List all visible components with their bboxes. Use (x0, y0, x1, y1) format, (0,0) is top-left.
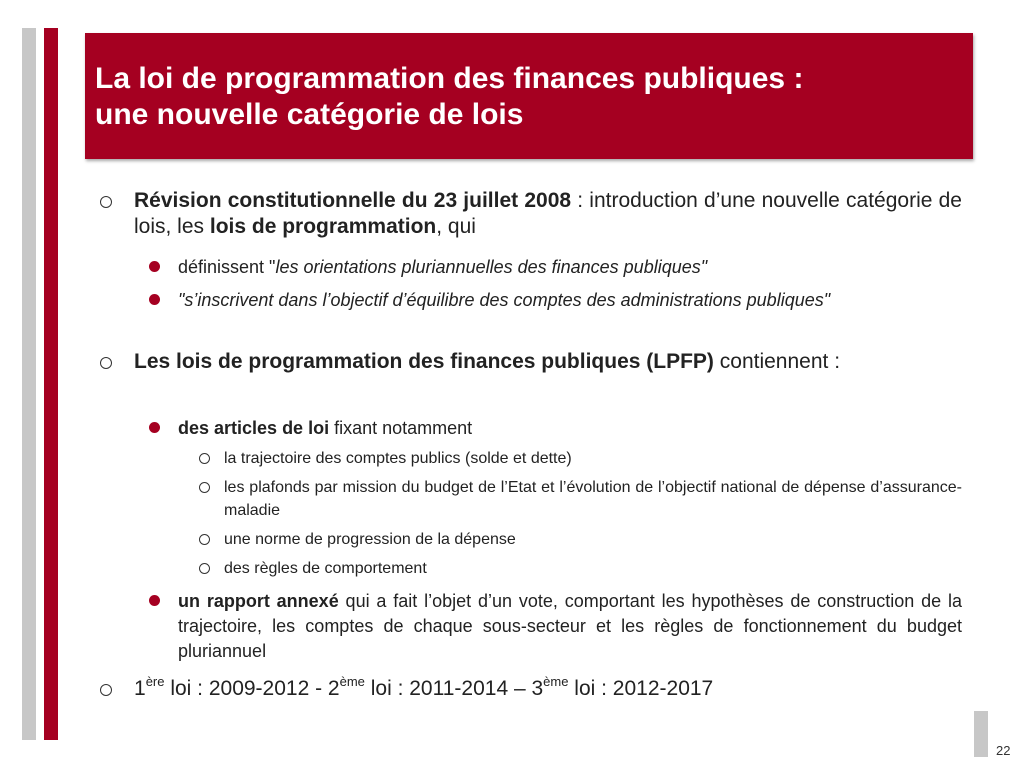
sub-bullet-sinscrivent (178, 288, 962, 313)
sub-bullet-articles (178, 416, 962, 441)
list-item-text: les plafonds par mission du budget de l’Etat et l’évolution de l’objectif national de dépense d’assurance-maladie (224, 479, 962, 519)
filled-dot-bullet-icon (149, 294, 160, 305)
sub-bullet-rapport (178, 589, 962, 664)
list-item (224, 447, 962, 470)
hollow-circle-bullet-icon (100, 357, 112, 369)
sub-bullet-sinscrivent-italic: "s’inscrivent dans l’objectif d’équilibre des comptes des administrations publiques" (178, 290, 831, 310)
list-item-text: des règles de comportement (224, 560, 427, 577)
law-2-superscript: ème (339, 674, 365, 689)
law-3-text: loi : 2012-2017 (568, 677, 714, 700)
hollow-circle-bullet-icon (100, 684, 112, 696)
hollow-circle-bullet-icon (199, 534, 210, 545)
bullet-lois-dates (134, 676, 962, 702)
sub-bullet-definissent (178, 255, 962, 280)
bullet-revision-bold: Révision constitutionnelle du 23 juillet 2008 (134, 189, 572, 212)
law-1-text: loi : 2009-2012 - 2 (164, 677, 340, 700)
corner-gray-bar (974, 711, 988, 757)
sub-bullet-definissent-text: définissent " (178, 257, 276, 277)
hollow-circle-bullet-icon (199, 453, 210, 464)
bullet-lpfp-bold: Les lois de programmation des finances publiques (LPFP) (134, 350, 714, 373)
sub-bullet-articles-bold: des articles de loi (178, 418, 330, 438)
sub-bullet-articles-text: fixant notamment (329, 418, 473, 438)
filled-dot-bullet-icon (149, 422, 160, 433)
law-1-number: 1 (134, 677, 146, 700)
law-2-text: loi : 2011-2014 – 3 (364, 677, 544, 700)
bullet-revision-bold-2: lois de programmation (209, 215, 437, 238)
page-number: 22 (996, 743, 1011, 758)
list-item (224, 528, 962, 551)
law-1-superscript: ère (145, 674, 165, 689)
hollow-circle-bullet-icon (199, 482, 210, 493)
bullet-lpfp (134, 349, 962, 375)
bullet-lpfp-text: contiennent : (713, 350, 841, 373)
list-item (224, 476, 962, 522)
bullet-revision (134, 188, 962, 240)
slide-title-line-2: une nouvelle catégorie de lois (95, 98, 524, 131)
hollow-circle-bullet-icon (100, 196, 112, 208)
bullet-revision-text: : introduction d’une nouvelle catégorie de lois, les (134, 189, 962, 238)
list-item-text: une norme de progression de la dépense (224, 531, 516, 548)
bullet-revision-text-2: , qui (436, 215, 476, 238)
sub-bullet-rapport-text: qui a fait l’objet d’un vote, comportant les hypothèses de construction de la trajectoire, les comptes de chaque sous-secteur et les règles de fonctionnement du budget pluriannuel (178, 591, 962, 661)
sub-bullet-definissent-italic: les orientations pluriannuelles des finances publiques" (275, 257, 708, 277)
slide-title-line-1: La loi de programmation des finances publiques : (95, 62, 804, 95)
filled-dot-bullet-icon (149, 261, 160, 272)
law-3-superscript: ème (543, 674, 569, 689)
filled-dot-bullet-icon (149, 595, 160, 606)
hollow-circle-bullet-icon (199, 563, 210, 574)
sub-bullet-rapport-bold: un rapport annexé (178, 591, 339, 611)
list-item (224, 557, 962, 580)
list-item-text: la trajectoire des comptes publics (solde et dette) (224, 450, 572, 467)
